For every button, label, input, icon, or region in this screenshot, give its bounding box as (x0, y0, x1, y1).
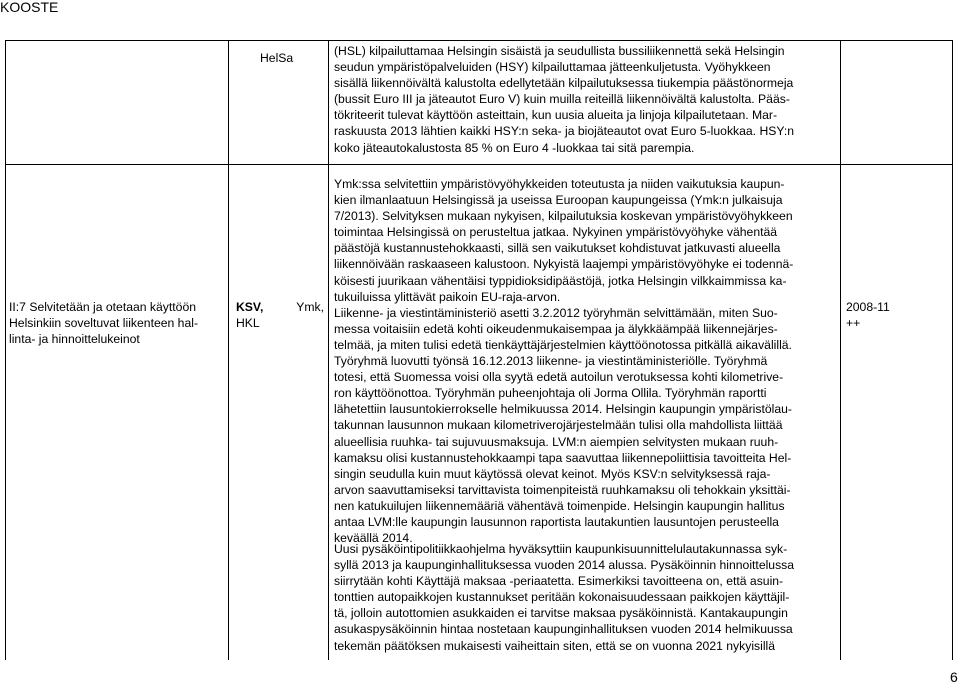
row2-description-para1 (334, 176, 836, 546)
progress-rating: ++ (846, 316, 861, 331)
text-line: keväällä 2014. (334, 531, 413, 546)
text-line: II:7 Selvitetään ja otetaan käyttöön (9, 300, 197, 314)
table-left-border (5, 40, 6, 660)
column-divider-2 (328, 40, 329, 660)
text-line: tonttien autopaikkojen kustannukset peritään kokonaisuudessaan paikkojen käyttäjil- (334, 590, 790, 605)
text-line: ron käyttöönottoa. Työryhmän puheenjohtaja oli Jorma Ollila. Työryhmän raportti (334, 386, 767, 401)
text-line: kien ilmanlaatuun Helsingissä ja useissa Euroopan kaupungeissa (Ymk:n julkaisuja (334, 193, 783, 208)
text-line: tekemän päätöksen mukaisesti vaiheittain siten, että se on vuonna 2021 nykyisillä (334, 638, 776, 653)
text-line: kamaksu olisi kustannustehokkaampi tapa saavuttaa liikennepoliittisia tavoitteita Hel- (334, 450, 792, 465)
column-divider-3 (840, 40, 841, 660)
text-line: lähetettiin lausuntokierrokselle helmikuussa 2014. Helsingin kaupungin ympäristölau- (334, 402, 792, 417)
text-line: köisesti juurikaan vähentäisi typpidioksidipäästöjä, jotka Helsingin vilkkaimmissa ka- (334, 273, 787, 288)
text-line: takunnan lausunnon mukaan kilometriverojärjestelmään tulisi olla mahdollista liittää (334, 418, 783, 433)
responsible-org-ksv: KSV, (236, 300, 264, 314)
text-line: seudun ympäristöpalveluiden (HSY) kilpailuttamaa jätteenkuljetusta. Vyöhykkeen (334, 60, 771, 75)
text-line: telmää, ja miten tulisi edetä tienkäyttäjärjestelmien käyttöönotossa pitkällä aikavälillä. (334, 337, 792, 352)
text-line: (bussit Euro III ja jäteautot Euro V) kuin muilla reiteillä liikennöivältä kalustolta. Pääs- (334, 92, 790, 107)
column-divider-1 (228, 40, 229, 660)
page-number: 6 (950, 669, 958, 685)
text-line: Liikenne- ja viestintäministeriö asetti 3.2.2012 työryhmän selvittämään, miten Suo- (334, 305, 778, 320)
row1-description (334, 43, 836, 156)
text-line: koko jäteautokalustosta 85 % on Euro 4 -luokkaa tai sitä parempia. (334, 140, 695, 155)
text-line: Työryhmä luovutti työnsä 16.12.2013 liikenne- ja viestintäministeriölle. Työryhmä (334, 354, 768, 369)
page-header-title: KOOSTE (0, 0, 59, 15)
text-line: tä, jolloin autottomien asukkaiden ei tarvitse maksaa pysäköinnistä. Kantakaupungin (334, 606, 788, 621)
text-line: sisällä liikennöivältä kalustolta edellytetään kilpailutuksessa tiukempia päästönormeja (334, 76, 794, 91)
text-line: liikennöivään raskaaseen kalustoon. Nykyistä laajempi ympäristövyöhyke ei todennä- (334, 257, 794, 272)
text-line: arvon saavuttamiseksi tarvittavista toimenpiteistä ruuhkamaksu oli tehokkain yksittäi- (334, 482, 791, 497)
text-line: tukuiluissa ylittävät paikoin EU-raja-arvon. (334, 289, 561, 304)
text-line: raskuusta 2013 lähtien kaikki HSY:n seka- ja biojäteautot ovat Euro 5-luokkaa. HSY:n (334, 124, 795, 139)
text-line: päästöjä kustannustehokkaasti, sillä sen vaikutukset kohdistuvat jatkuvasti alueella (334, 241, 781, 256)
text-line: antaa LVM:lle kaupungin lausunnon raportista lautakuntien lausuntojen perusteella (334, 514, 779, 529)
text-line: nen katukuilujen liikennemääriä vähentävä toimenpide. Helsingin kaupungin hallitus (334, 498, 785, 513)
text-line: singin seudulla kuin muut käytössä olevat keinot. Myös KSV:n selvityksessä raja- (334, 466, 771, 481)
text-line: Helsinkiin soveltuvat liikenteen hal- (9, 316, 199, 331)
text-line: Uusi pysäköintipolitiikkaohjelma hyväksyttiin kaupunkisuunnittelulautakunnassa syk- (334, 542, 788, 556)
text-line: (HSL) kilpailuttamaa Helsingin sisäistä ja seudullista bussiliikennettä sekä Helsingin (334, 44, 785, 58)
row-divider (5, 164, 953, 165)
row2-description-para2 (334, 541, 836, 654)
text-line: linta- ja hinnoittelukeinot (9, 332, 140, 347)
text-line: 7/2013). Selvityksen mukaan nykyisen, kilpailutuksia koskevan ympäristövyöhykkeen (334, 209, 793, 224)
responsible-org-hkl: HKL (236, 316, 260, 331)
text-line: toimintaa Helsingissä on perusteltua jatkaa. Nykyinen ympäristövyöhyke vähentää (334, 225, 778, 240)
responsible-org-ymk: Ymk, (296, 300, 324, 314)
text-line: alueellisia ruuhka- tai sujuvuusmaksuja. LVM:n aiempien selvitysten mukaan ruuh- (334, 434, 779, 449)
row2-organizations (236, 299, 324, 331)
row1-organization: HelSa (260, 51, 294, 65)
text-line: totesi, että Suomessa voisi olla syytä edetä autoilun verotuksessa kohti kilometrive- (334, 370, 784, 385)
row2-measure (9, 299, 223, 347)
text-line: siirrytään kohti Käyttäjä maksaa -periaatetta. Esimerkiksi tavoitteena on, että asuin- (334, 574, 784, 589)
text-line: syllä 2013 ja kaupunginhallituksessa vuoden 2014 alussa. Pysäköinnin hinnoittelussa (334, 558, 795, 573)
table-right-border (952, 40, 953, 660)
text-line: asukaspysäköinnin hintaa nostetaan kaupunginhallituksen vuoden 2014 helmikuussa (334, 622, 793, 637)
text-line: messa voitaisiin edetä kohti oikeudenmukaisempaa ja älykkäämpää liikennejärjes- (334, 321, 778, 336)
text-line: tökriteerit tulevat käyttöön asteittain, kun uusia alueita ja linjoja kilpailutetaan. Mar- (334, 108, 778, 123)
timeframe-years: 2008-11 (846, 300, 890, 314)
table-top-border (5, 40, 953, 41)
row2-timeframe (846, 299, 946, 331)
text-line: Ymk:ssa selvitettiin ympäristövyöhykkeiden toteutusta ja niiden vaikutuksia kaupun- (334, 177, 785, 191)
